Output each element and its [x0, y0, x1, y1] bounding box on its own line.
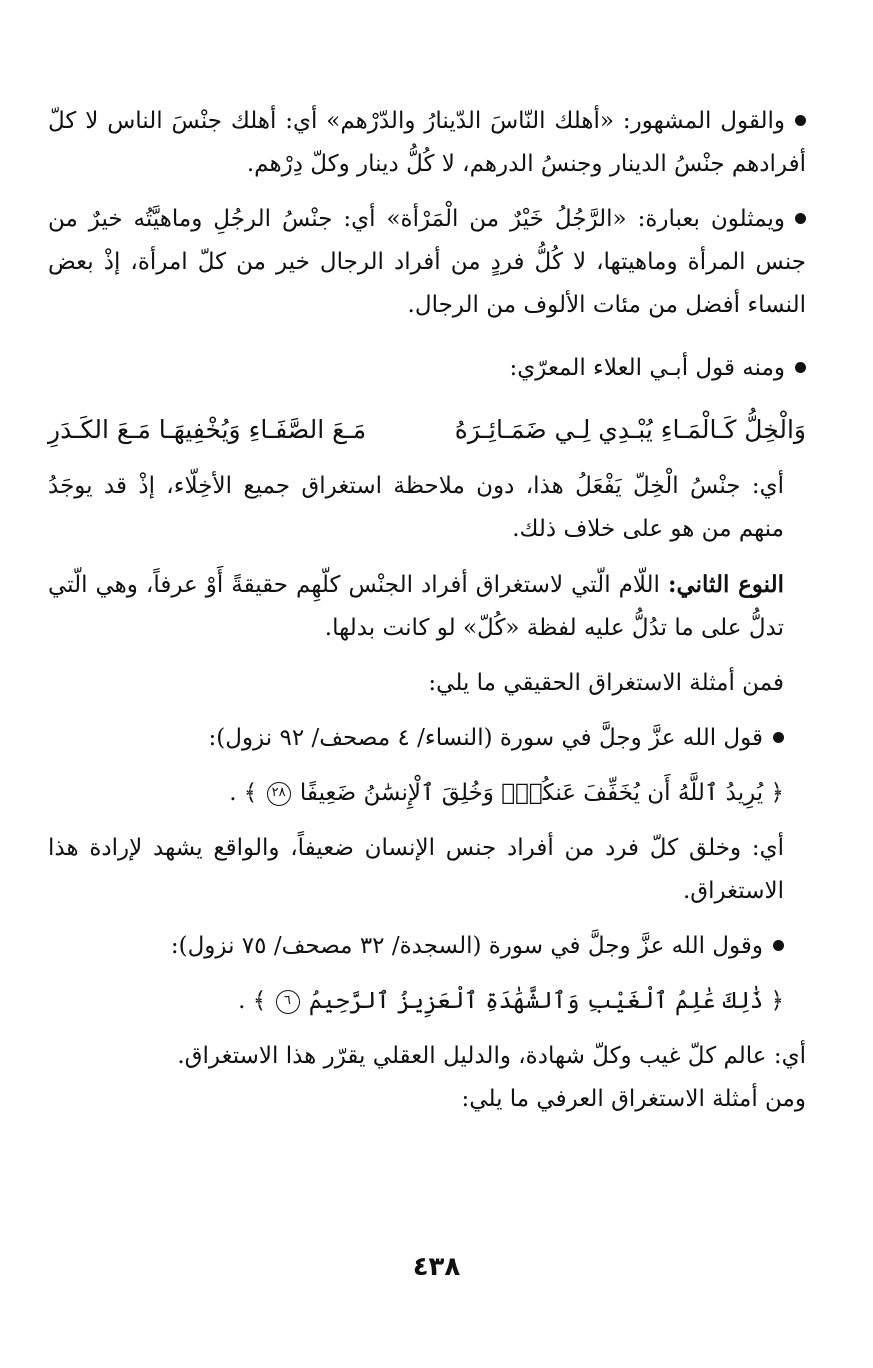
paragraph-sajda-explanation: أي: عالم كلّ غيب وكلّ شهادة، والدليل العقلي يقرّر هذا الاستغراق.: [177, 1043, 806, 1069]
quran-open-bracket: ﴿: [770, 780, 784, 806]
paragraph-real-examples-intro: فمن أمثلة الاستغراق الحقيقي ما يلي:: [428, 670, 784, 696]
bullet-icon: [795, 213, 806, 224]
verse-first-half: وَالْخِلُّ كَـالْمَـاءِ يُبْـدِي لِـي ضَمَـائِـرَهُ: [454, 415, 806, 444]
page-body: [48, 100, 806, 1133]
quran-open-bracket: ﴿: [770, 988, 784, 1014]
paragraph-text: قول الله عزَّ وجلَّ في سورة (النساء/ ٤ مصحف/ ٩٢ نزول):: [208, 725, 763, 751]
bullet-icon: [795, 115, 806, 126]
paragraph-text: وقول الله عزَّ وجلَّ في سورة (السجدة/ ٣٢ مصحف/ ٧٥ نزول):: [170, 933, 763, 959]
bullet-icon: [773, 940, 784, 951]
paragraph-man-woman: [48, 198, 806, 327]
quran-verse-nisa: [48, 772, 806, 815]
page-number: ٤٣٨: [412, 1252, 461, 1282]
quran-text: يُرِيدُ ٱللَّهُ أَن يُخَفِّفَ عَنكُمْۚ وَخُلِقَ ٱلْإِنسَٰنُ ضَعِيفًا: [299, 780, 764, 806]
poetry-verse: [48, 408, 806, 451]
paragraph-sajda-reference: [48, 925, 806, 968]
paragraph-text: ويمثلون بعبارة: «الرَّجُلُ خَيْرٌ من الْمَرْأة» أي: جنْسُ الرجُلِ وماهيَّتُه خيرٌ من جنس المرأة وماهيتها، لا كُلُّ فردٍ من أفراد الرجال خير من كلّ امرأة، إذْ بعض النساء أفضل من مئات الألوف من الرجال.: [48, 206, 806, 318]
paragraph-nisa-explanation: أي: وخلق كلّ فرد من أفراد جنس الإنسان ضعيفاً، والواقع يشهد لإرادة هذا الاستغراق.: [48, 835, 784, 904]
ayah-number-icon: ٦: [276, 990, 300, 1014]
paragraph-famous-saying: [48, 100, 806, 186]
paragraph-abu-alala: [48, 347, 806, 390]
bullet-icon: [773, 732, 784, 743]
bullet-icon: [795, 362, 806, 373]
quran-close-bracket: ﴾ .: [229, 780, 258, 806]
paragraph-customary-examples-intro: ومن أمثلة الاستغراق العرفي ما يلي:: [461, 1086, 806, 1112]
quran-verse-sajda: [48, 980, 806, 1023]
verse-second-half: مَـعَ الصَّفَـاءِ وَيُخْفِيهَـا مَـعَ الكَـدَرِ: [48, 415, 367, 444]
section-label: النوع الثاني:: [667, 571, 785, 598]
ayah-number-icon: ٢٨: [267, 782, 291, 806]
paragraph-text: والقول المشهور: «أهلك النّاسَ الدّينارُ والدّرْهم» أي: أهلك جنْسَ الناس لا كلّ أفرادهم جنْسُ الدينار وجنسُ الدرهم، لا كُلُّ دينار وكلّ دِرْهم.: [48, 108, 806, 177]
paragraph-text: اللّام الّتي لاستغراق أفراد الجنْس كلّهِم حقيقةً أَوْ عرفاً، وهي الّتي تدلُّ على ما تدُلُّ عليه لفظة «كُلّ» لو كانت بدلها.: [48, 572, 784, 641]
quran-text: ذَٰلِكَ عَٰلِمُ ٱلْغَيْبِ وَٱلشَّهَٰدَةِ ٱلْعَزِيزُ ٱلرَّحِيمُ: [308, 988, 764, 1014]
paragraph-verse-explanation: أي: جنْسُ الْخِلّ يَفْعَلُ هذا، دون ملاحظة استغراق جميع الأخِلّاء، إذْ قد يوجَدُ منهم من هو على خلاف ذلك.: [48, 473, 784, 542]
paragraph-second-type: [48, 563, 806, 650]
paragraph-text: ومنه قول أبـي العلاء المعرّي:: [509, 355, 785, 381]
paragraph-nisa-reference: [48, 717, 806, 760]
quran-close-bracket: ﴾ .: [238, 988, 267, 1014]
